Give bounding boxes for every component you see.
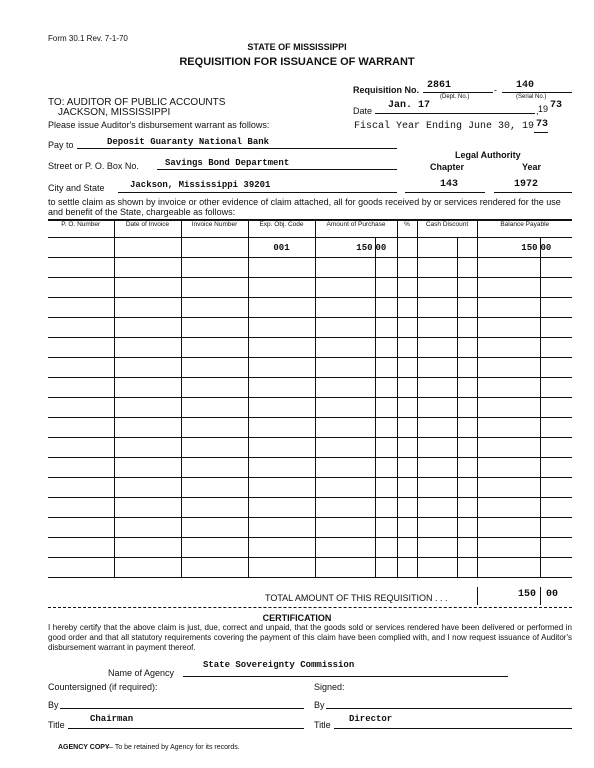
dept-number: 2861 [427, 80, 452, 91]
street-value: Savings Bond Department [165, 158, 290, 168]
agency-label: Name of Agency [108, 668, 175, 678]
date-year: 73 [550, 100, 563, 111]
row-exp-code: 001 [248, 238, 315, 258]
row-balance-dollars: 150 [477, 238, 540, 258]
street-line [157, 169, 397, 170]
table-row [48, 398, 572, 418]
title-label-right: Title [314, 720, 331, 730]
table-row [48, 258, 572, 278]
table-row [48, 498, 572, 518]
settle-claim-text: to settle claim as shown by invoice or other evidence of claim attached, all for goods received by or services rendered for the use and benefit of the State, chargeable as follows: [48, 197, 561, 217]
city-value: Jackson, Mississippi 39201 [130, 180, 271, 190]
to-line-2: JACKSON, MISSISSIPPI [58, 107, 171, 118]
serial-number: 140 [516, 80, 535, 91]
date-line [375, 113, 535, 114]
col-amount: Amount of Purchase [315, 221, 397, 238]
table-row [48, 458, 572, 478]
title-line-right [334, 728, 572, 729]
table-row [48, 318, 572, 338]
left-title-value: Chairman [90, 714, 134, 724]
certification-heading: CERTIFICATION [262, 613, 332, 623]
table-row [48, 538, 572, 558]
table-row [48, 438, 572, 458]
street-label: Street or P. O. Box No. [48, 161, 139, 171]
table-row [48, 478, 572, 498]
col-percent: % [397, 221, 417, 238]
fiscal-year-value: 73 [536, 119, 549, 130]
title-label-left: Title [48, 720, 65, 730]
signed-label: Signed: [314, 682, 345, 692]
serial-caption: (Serial No.) [516, 94, 547, 100]
agency-copy-note: — To be retained by Agency for its records. [106, 744, 240, 751]
fiscal-year-text: Fiscal Year Ending June 30, 19 [354, 121, 535, 132]
row-balance-cents: 00 [540, 238, 572, 258]
table-row [48, 378, 572, 398]
form-title: REQUISITION FOR ISSUANCE OF WARRANT [179, 56, 415, 68]
pay-to-line [77, 148, 397, 149]
row-amount-dollars: 150 [315, 238, 375, 258]
col-exp-code: Exp. Obj. Code [248, 221, 315, 238]
by-label-left: By [48, 700, 59, 710]
certification-text: I hereby certify that the above claim is just, due, correct and unpaid, that the goods sold or services rendered have been delivered or performed in good order and that all statutory requirements covering the payment of this claim have been complied with, and I now request issuance of Auditor's disbursement warrant in payment thereof. [48, 623, 572, 652]
col-invoice-number: Invoice Number [181, 221, 248, 238]
year-label: Year [522, 162, 542, 172]
col-balance: Balance Payable [477, 221, 572, 238]
state-heading: STATE OF MISSISSIPPI [247, 42, 347, 52]
total-cents: 00 [546, 589, 559, 600]
total-dollars: 150 [518, 589, 537, 600]
serial-number-line [502, 92, 572, 93]
right-title-value: Director [349, 714, 393, 724]
col-po-number: P. O. Number [48, 221, 114, 238]
chapter-value: 143 [440, 179, 459, 190]
city-label: City and State [48, 183, 105, 193]
date-year-prefix: 19 [538, 104, 549, 114]
by-line-right [326, 708, 572, 709]
instruction-text: Please issue Auditor's disbursement warrant as follows: [48, 120, 270, 130]
by-line-left [60, 708, 304, 709]
col-invoice-date: Date of Invoice [114, 221, 181, 238]
line-items-table [48, 221, 572, 578]
row-amount-cents: 00 [375, 238, 397, 258]
table-row [48, 518, 572, 538]
col-cash-discount: Cash Discount [417, 221, 477, 238]
date-label: Date [353, 106, 373, 116]
agency-copy-label: AGENCY COPY [58, 744, 110, 751]
pay-to-value: Deposit Guaranty National Bank [107, 137, 270, 147]
table-row [48, 278, 572, 298]
table-row [48, 238, 572, 258]
chapter-label: Chapter [430, 162, 465, 172]
by-label-right: By [314, 700, 325, 710]
table-row [48, 358, 572, 378]
countersigned-label: Countersigned (if required): [48, 682, 158, 692]
pay-to-label: Pay to [48, 140, 74, 150]
table-row [48, 558, 572, 578]
legal-authority-heading: Legal Authority [455, 150, 521, 160]
requisition-label: Requisition No. [353, 85, 419, 95]
year-value: 1972 [514, 179, 539, 190]
date-value: Jan. 17 [388, 100, 431, 111]
dept-number-line [423, 92, 493, 93]
title-line-left [68, 728, 304, 729]
agency-value: State Sovereignty Commission [203, 660, 355, 670]
total-label: TOTAL AMOUNT OF THIS REQUISITION . . . [265, 593, 448, 603]
dept-caption: (Dept. No.) [440, 94, 470, 100]
table-row [48, 298, 572, 318]
form-id: Form 30.1 Rev. 7-1-70 [48, 34, 128, 43]
city-line [118, 192, 397, 193]
table-row [48, 338, 572, 358]
table-row [48, 418, 572, 438]
to-line-1: TO: AUDITOR OF PUBLIC ACCOUNTS [48, 97, 226, 108]
agency-line [183, 676, 508, 677]
